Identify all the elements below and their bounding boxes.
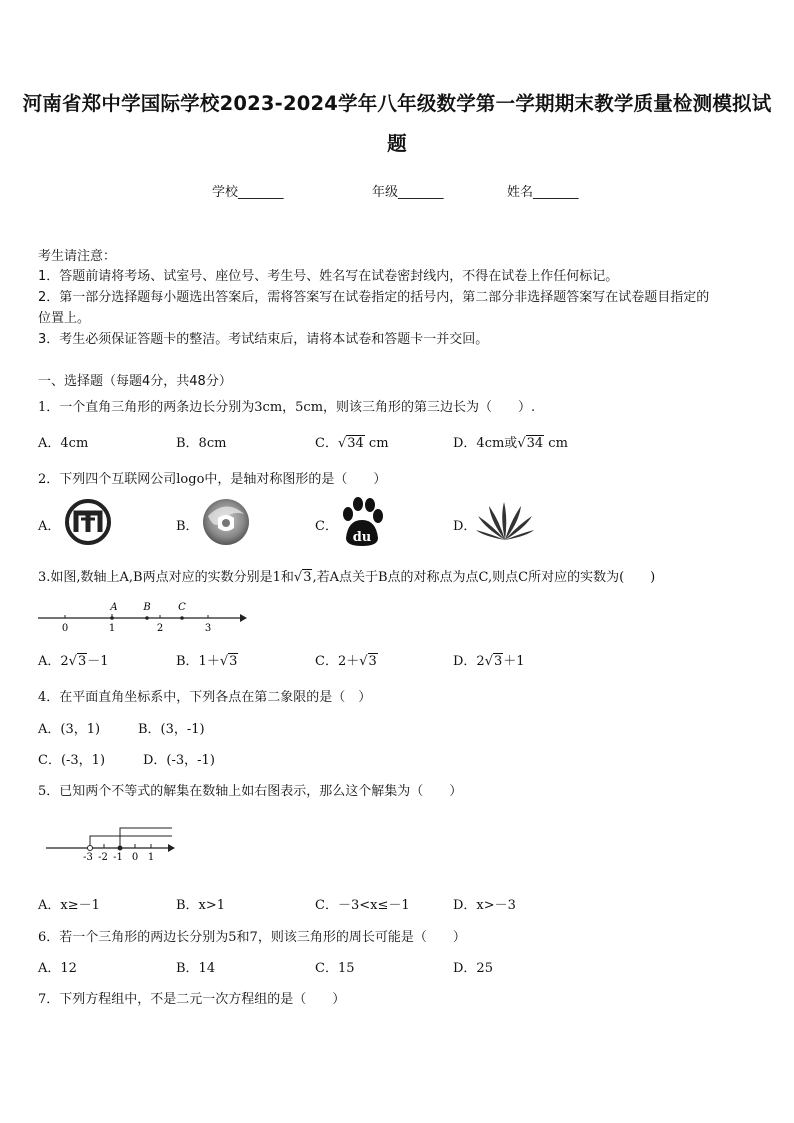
q3-label-3: 3 (204, 623, 212, 634)
q4-option-d[interactable]: D．(-3，-1) (143, 753, 215, 768)
q6-option-c[interactable]: C．15 (315, 961, 355, 976)
logo-c-paw-icon (338, 496, 384, 548)
q5-option-c[interactable]: C．－3<x≤－1 (315, 898, 410, 913)
q5-label-neg3: -3 (83, 852, 93, 863)
q3-point-c (180, 616, 184, 620)
q3-option-b[interactable]: B．1＋√3 (176, 654, 238, 669)
q4-option-a[interactable]: A．(3，1) (38, 722, 101, 737)
q3-stem: 3.如图,数轴上A,B两点对应的实数分别是1和√3,若A点关于B点的对称点为点C,则点C所对应的实数为( ) (38, 570, 656, 585)
q1-option-b[interactable]: B．8cm (176, 436, 227, 451)
q5-option-d[interactable]: D．x>－3 (453, 898, 516, 913)
q3-option-c[interactable]: C．2＋√3 (315, 654, 377, 669)
q3-point-b (145, 616, 149, 620)
page-title-continued: 题 (387, 132, 407, 155)
q3-label-c: C (178, 602, 186, 613)
logo-b-icon (200, 496, 252, 548)
q1-option-c[interactable]: C．√34 cm (315, 436, 389, 451)
q3-option-d[interactable]: D．2√3＋1 (453, 654, 525, 669)
q5-label-1: 1 (147, 852, 155, 863)
logo-c-text: du (352, 530, 372, 545)
q2-option-d[interactable]: D． (453, 519, 477, 534)
q1-option-a[interactable]: A．4cm (38, 436, 89, 451)
q5-label-neg2: -2 (98, 852, 108, 863)
q3-label-1: 1 (108, 623, 116, 634)
notice-item-2-cont: 位置上。 (38, 311, 91, 326)
section-heading: 一、选择题（每题4分，共48分） (38, 374, 232, 389)
q1-stem: 1．一个直角三角形的两条边长分别为3cm，5cm，则该三角形的第三边长为（ ）. (38, 400, 536, 415)
q6-option-d[interactable]: D．25 (453, 961, 493, 976)
q6-option-b[interactable]: B．14 (176, 961, 216, 976)
name-field[interactable]: 姓名_______ (507, 185, 579, 200)
notice-heading: 考生请注意： (38, 249, 117, 264)
notice-item-2: 2．第一部分选择题每小题选出答案后，需将答案写在试卷指定的括号内，第二部分非选择题答案写在试卷题目指定的 (38, 290, 710, 305)
grade-field[interactable]: 年级_______ (372, 185, 444, 200)
page-title: 河南省郑中学国际学校2023-2024学年八年级数学第一学期期末教学质量检测模拟试 (22, 92, 772, 115)
q5-label-0: 0 (131, 852, 139, 863)
q4-option-b[interactable]: B．(3，-1) (138, 722, 205, 737)
q5-stem: 5．已知两个不等式的解集在数轴上如右图表示，那么这个解集为（ ） (38, 784, 463, 799)
q3-point-a (110, 616, 114, 620)
school-field[interactable]: 学校_______ (212, 185, 284, 200)
q3-label-a: A (110, 602, 118, 613)
q2-stem: 2．下列四个互联网公司logo中，是轴对称图形的是（ ） (38, 472, 387, 487)
q5-number-line (44, 822, 178, 864)
q1-option-d[interactable]: D．4cm或√34 cm (453, 436, 568, 451)
q5-option-b[interactable]: B．x>1 (176, 898, 226, 913)
q5-open-point (88, 846, 93, 851)
q3-number-line (36, 598, 248, 634)
q4-option-c[interactable]: C．(-3，1) (38, 753, 106, 768)
q6-option-a[interactable]: A．12 (38, 961, 77, 976)
q5-closed-point (118, 846, 123, 851)
q3-label-0: 0 (61, 623, 69, 634)
logo-a-icon (62, 498, 114, 546)
q2-option-b[interactable]: B． (176, 519, 199, 534)
notice-item-1: 1．答题前请将考场、试室号、座位号、考生号、姓名写在试卷密封线内，不得在试卷上作任何标记。 (38, 269, 619, 284)
q5-ray-right (90, 836, 172, 845)
q7-stem: 7．下列方程组中，不是二元一次方程组的是（ ） (38, 992, 346, 1007)
q4-stem: 4．在平面直角坐标系中，下列各点在第二象限的是（ ） (38, 690, 372, 705)
q5-option-a[interactable]: A．x≥－1 (38, 898, 100, 913)
q6-stem: 6．若一个三角形的两边长分别为5和7，则该三角形的周长可能是（ ） (38, 930, 466, 945)
q2-option-c[interactable]: C． (315, 519, 338, 534)
q3-label-2: 2 (156, 623, 164, 634)
logo-d-petals-icon (476, 498, 534, 544)
q2-option-a[interactable]: A． (38, 519, 61, 534)
q5-label-neg1: -1 (113, 852, 123, 863)
q3-option-a[interactable]: A．2√3－1 (38, 654, 109, 669)
q3-label-b: B (143, 602, 151, 613)
notice-item-3: 3．考生必须保证答题卡的整洁。考试结束后，请将本试卷和答题卡一并交回。 (38, 332, 489, 347)
